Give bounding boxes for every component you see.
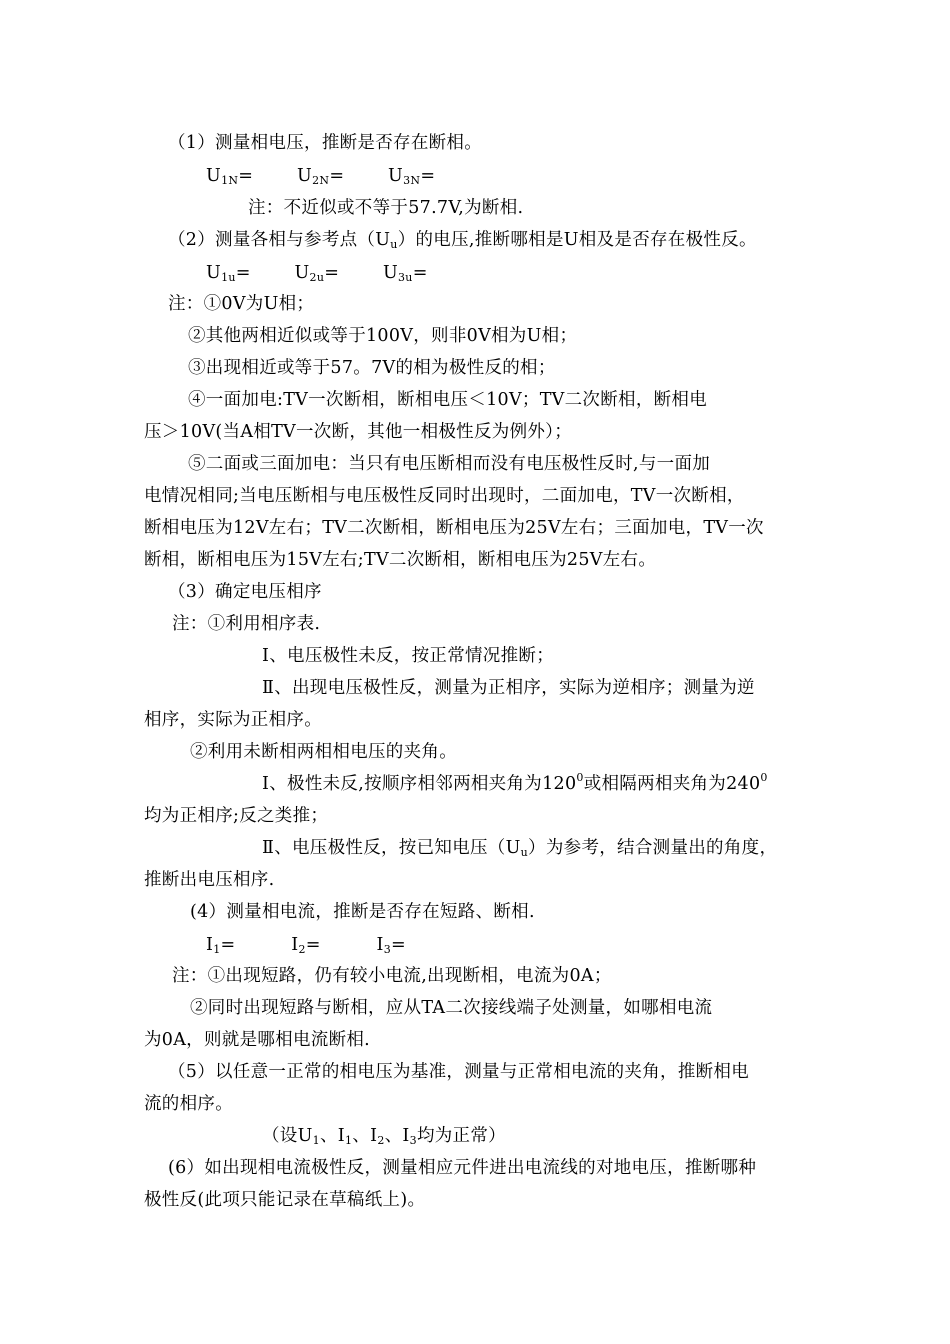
note-2-item-5-cont-2: 断相电压为12V左右；TV二次断相，断相电压为25V左右；三面加电，TV一次 [144,518,764,538]
section-5-heading: （5）以任意一正常的相电压为基准，测量与正常相电流的夹角，推断相电 [168,1062,750,1082]
u3n-label: $U_{3N}=$ [388,166,436,187]
note-3-item-1-ii: Ⅱ、出现电压极性反，测量为正相序，实际为逆相序；测量为逆 [262,678,755,698]
u1u-label: $U_{1u}=$ [206,263,251,284]
note-3-item-1: 注：①利用相序表. [172,614,321,634]
u2n-label: $U_{2N}=$ [297,166,345,187]
section-3-heading: （3）确定电压相序 [168,582,322,602]
section-1-heading: （1）测量相电压，推断是否存在断相。 [168,133,483,153]
note-3-item-1-i: Ⅰ、电压极性未反，按正常情况推断； [262,646,555,666]
note-2-item-2: ②其他两相近似或等于100V，则非0V相为U相； [188,326,578,346]
note-2-item-5-cont-3: 断相，断相电压为15V左右;TV二次断相，断相电压为25V左右。 [144,550,657,570]
note-3-item-2-ii: Ⅱ、电压极性反，按已知电压$(U_u)$为参考，结合测量出的角度， [262,838,778,859]
section-5-heading-cont: 流的相序。 [144,1094,233,1114]
section-4-heading: (4）测量相电流，推断是否存在短路、断相. [190,902,535,922]
note-2-item-4: ④一面加电:TV一次断相，断相电压＜10V；TV二次断相，断相电 [188,390,708,410]
note-3-item-2-i: Ⅰ、极性未反,按顺序相邻两相夹角为$120^0$或相隔两相夹角为$240^0$ [262,771,768,794]
i1-label: $I_1=$ [206,935,236,956]
note-4-item-2: ②同时出现短路与断相，应从TA二次接线端子处测量，如哪相电流 [190,998,713,1018]
i3-label: $I_3=$ [376,935,406,956]
note-3-item-2-ii-cont: 推断出电压相序. [144,870,275,890]
note-3-item-1-ii-cont: 相序，实际为正相序。 [144,710,322,730]
phase-current-readings [206,933,406,957]
note-2-item-1: 注：①0V为U相； [168,294,315,314]
section-6-heading-cont: 极性反(此项只能记录在草稿纸上)。 [144,1190,426,1210]
section-2-heading: （2）测量各相与参考点$(U_u)$的电压,推断哪相是U相及是否存在极性反。 [168,230,757,251]
note-2-item-5-cont-1: 电情况相同;当电压断相与电压极性反同时出现时，二面加电，TV一次断相， [144,486,745,506]
reference-voltage-readings [206,261,428,285]
section-6-heading: (6）如出现相电流极性反，测量相应元件进出电流线的对地电压，推断哪种 [168,1158,757,1178]
note-3-item-2: ②利用未断相两相相电压的夹角。 [190,742,457,762]
note-4-item-1: 注：①出现短路，仍有较小电流,出现断相，电流为0A； [172,966,612,986]
i2-label: $I_2=$ [291,935,321,956]
note-2-item-4-cont: 压＞10V(当A相TV一次断，其他一相极性反为例外）； [144,422,573,442]
phase-voltage-readings [206,164,435,188]
note-4-item-2-cont: 为0A，则就是哪相电流断相. [144,1030,371,1050]
u3u-label: $U_{3u}=$ [382,263,428,284]
note-broken-phase: 注：不近似或不等于57.7V,为断相. [248,198,524,218]
u1n-label: $U_{1N}=$ [206,166,254,187]
note-2-item-5: ⑤二面或三面加电：当只有电压断相而没有电压极性反时,与一面加 [188,454,711,474]
section-5-assumption: （设$U_1$、$I_1$、$I_2$、$I_3$均为正常） [262,1126,506,1147]
note-2-item-3: ③出现相近或等于57。7V的相为极性反的相； [188,358,556,378]
u2u-label: $U_{2u}=$ [294,263,340,284]
note-3-item-2-i-cont: 均为正相序;反之类推； [144,806,329,826]
